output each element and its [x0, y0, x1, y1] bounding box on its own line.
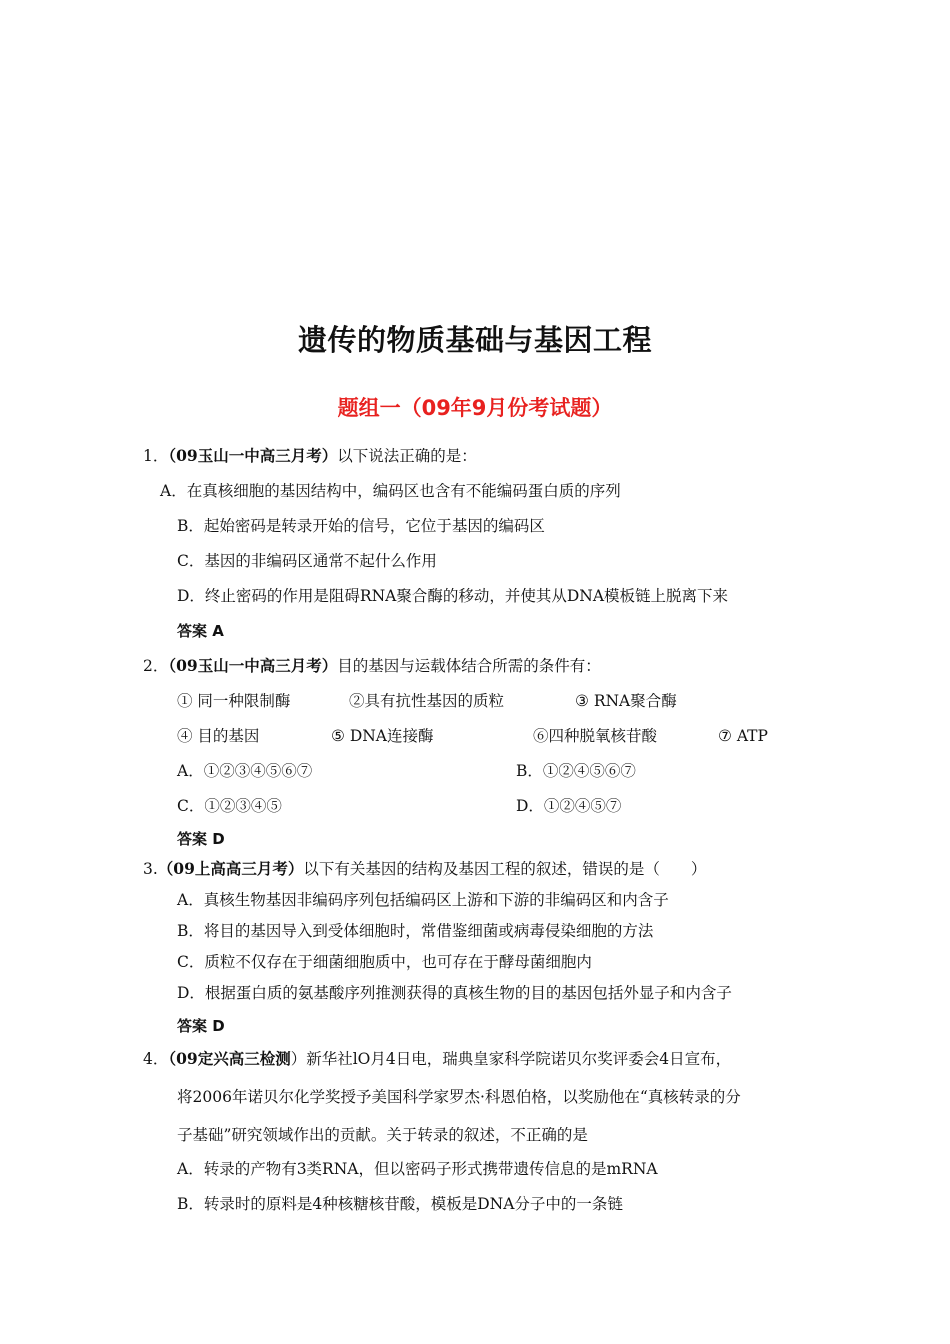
question-text: 目的基因与运载体结合所需的条件有： [337, 657, 601, 675]
question-4-text-line-3: 子基础”研究领域作出的贡献。关于转录的叙述，不正确的是 [177, 1126, 588, 1144]
question-text: 新华社lO月4日电，瑞典皇家科学院诺贝尔奖评委会4日宣布， [306, 1050, 732, 1068]
page-title: 遗传的物质基础与基因工程 [297, 323, 652, 357]
q2-answer: 答案 D [177, 830, 225, 848]
question-source: （09定兴高三检测 [168, 1049, 291, 1068]
question-number: 3. [143, 860, 158, 878]
q3-option-a: A．真核生物基因非编码序列包括编码区上游和下游的非编码区和内含子 [177, 891, 669, 909]
question-number: 4． [143, 1050, 169, 1068]
q4-option-b: B．转录时的原料是4种核糖核苷酸，模板是DNA分子中的一条链 [177, 1195, 623, 1213]
q1-answer: 答案 A [177, 622, 224, 640]
q1-option-b: B．起始密码是转录开始的信号，它位于基因的编码区 [177, 517, 545, 535]
question-source: （09玉山一中高三月考） [168, 656, 338, 675]
q4-option-a: A．转录的产物有3类RNA，但以密码子形式携带遗传信息的是mRNA [177, 1160, 658, 1178]
question-2-stem [143, 656, 601, 676]
q2-option-a: A．①②③④⑤⑥⑦ [177, 762, 313, 780]
question-text: 以下有关基因的结构及基因工程的叙述，错误的是（ ） [303, 860, 707, 878]
q3-option-b: B．将目的基因导入到受体细胞时，常借鉴细菌或病毒侵染细胞的方法 [177, 922, 654, 940]
section-subtitle: 题组一（09年9月份考试题） [337, 396, 613, 420]
question-source-close: ） [290, 1050, 307, 1068]
q2-item-4: ④ 目的基因 [177, 727, 260, 745]
q2-item-2: ②具有抗性基因的质粒 [349, 692, 505, 710]
q1-option-a: A．在真核细胞的基因结构中，编码区也含有不能编码蛋白质的序列 [160, 482, 621, 500]
q2-option-c: C．①②③④⑤ [177, 797, 282, 815]
q2-item-3: ③ RNA聚合酶 [575, 692, 677, 710]
q1-option-d: D．终止密码的作用是阻碍RNA聚合酶的移动，并使其从DNA模板链上脱离下来 [177, 587, 729, 605]
q2-item-7: ⑦ ATP [718, 727, 768, 745]
question-1-stem [143, 446, 477, 466]
question-text: 以下说法正确的是： [337, 447, 477, 465]
question-number: 1． [143, 447, 169, 465]
q3-option-c: C．质粒不仅存在于细菌细胞质中，也可存在于酵母菌细胞内 [177, 953, 592, 971]
q2-item-1: ① 同一种限制酶 [177, 692, 291, 710]
q2-option-b: B．①②④⑤⑥⑦ [516, 762, 636, 780]
q3-answer: 答案 D [177, 1017, 225, 1035]
q2-option-d: D．①②④⑤⑦ [516, 797, 622, 815]
q1-option-c: C．基因的非编码区通常不起什么作用 [177, 552, 437, 570]
question-3-stem [143, 859, 706, 879]
question-number: 2． [143, 657, 169, 675]
question-source: （09玉山一中高三月考） [168, 446, 338, 465]
question-4-stem [143, 1049, 731, 1069]
q2-item-6: ⑥四种脱氧核苷酸 [533, 727, 658, 745]
question-source: （09上高高三月考） [157, 859, 304, 878]
q2-item-5: ⑤ DNA连接酶 [331, 727, 434, 745]
question-4-text-line-2: 将2006年诺贝尔化学奖授予美国科学家罗杰·科恩伯格，以奖励他在“真核转录的分 [177, 1088, 741, 1106]
q3-option-d: D．根据蛋白质的氨基酸序列推测获得的真核生物的目的基因包括外显子和内含子 [177, 984, 732, 1002]
